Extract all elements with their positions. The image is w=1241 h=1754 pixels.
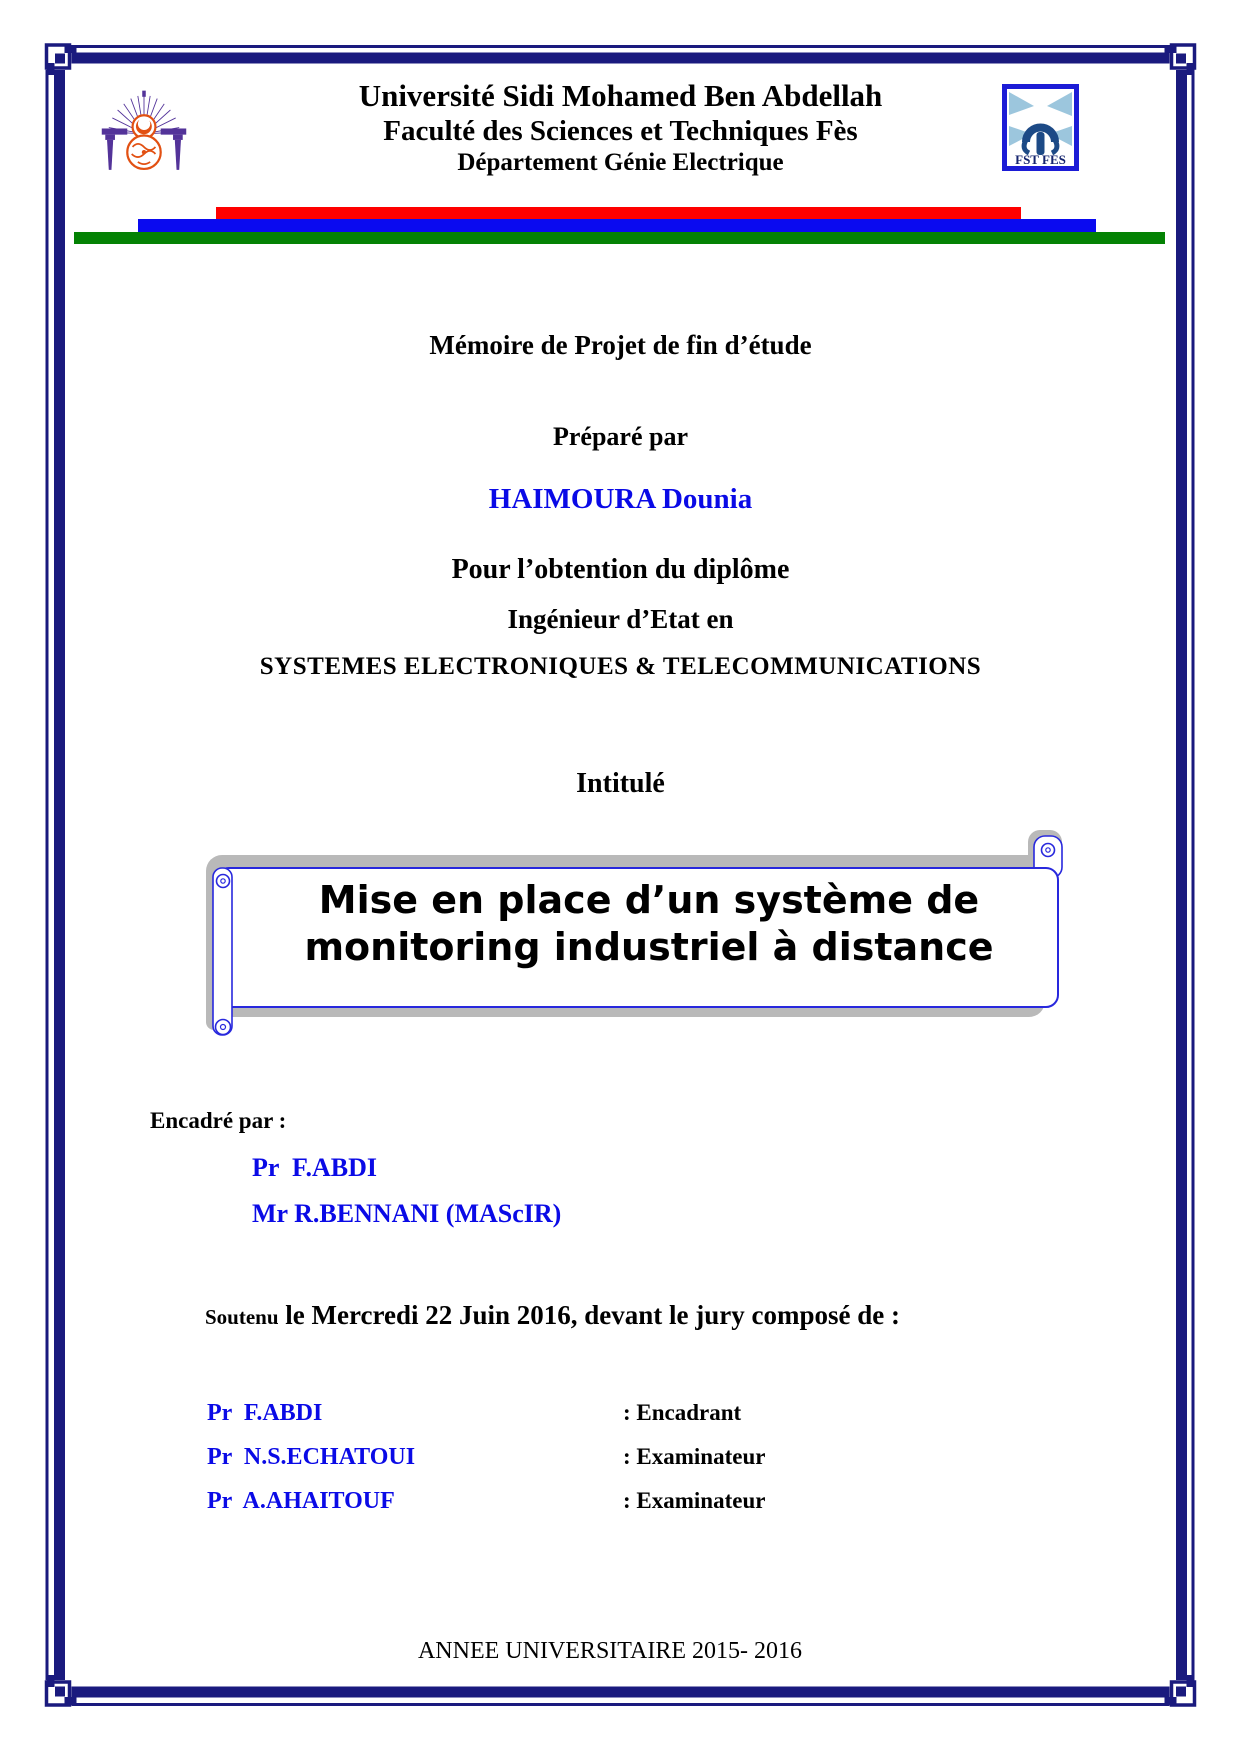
supervised-by-label: Encadré par : <box>150 1108 287 1133</box>
red-divider-bar <box>216 207 1021 219</box>
fst-fes-caption: FST FES <box>1015 152 1066 167</box>
defense-prefix: Soutenu <box>205 1305 279 1329</box>
blue-divider-bar <box>138 219 1096 232</box>
faculty-name: Faculté des Sciences et Techniques Fès <box>383 115 858 147</box>
jury-member-role: : Encadrant <box>623 1400 742 1425</box>
author-name: HAIMOURA Dounia <box>488 483 753 515</box>
prepared-by-line: Préparé par <box>552 422 688 451</box>
header <box>0 78 1241 178</box>
for-degree-line: Pour l’obtention du diplôme <box>451 554 790 585</box>
memoire-line: Mémoire de Projet de fin d’étude <box>429 330 812 360</box>
thesis-title-line2: monitoring industriel à distance <box>304 925 994 969</box>
department-name: Département Génie Electrique <box>457 149 784 176</box>
defense-line <box>205 1300 1205 1331</box>
jury-member-name: Pr N.S.ECHATOUI <box>207 1444 416 1470</box>
green-divider-bar <box>74 232 1165 244</box>
speciality-line: SYSTEMES ELECTRONIQUES & TELECOMMUNICATIONS <box>259 653 982 680</box>
university-name: Université Sidi Mohamed Ben Abdellah <box>358 78 883 113</box>
jury-member-name: Pr F.ABDI <box>207 1400 323 1426</box>
thesis-title-line1: Mise en place d’un système de <box>318 878 980 922</box>
jury-member-role: : Examinateur <box>623 1444 766 1469</box>
supervisor-2: Mr R.BENNANI (MAScIR) <box>252 1199 562 1228</box>
academic-year-line: ANNEE UNIVERSITAIRE 2015- 2016 <box>417 1638 803 1664</box>
jury-member-name: Pr A.AHAITOUF <box>207 1488 395 1514</box>
jury-member-role: : Examinateur <box>623 1488 766 1513</box>
degree-line: Ingénieur d’Etat en <box>507 604 734 634</box>
title-label: Intitulé <box>576 768 665 799</box>
supervisor-1: Pr F.ABDI <box>252 1153 377 1182</box>
thesis-title <box>240 877 1058 971</box>
defense-text: le Mercredi 22 Juin 2016, devant le jury composé de : <box>278 1300 900 1330</box>
